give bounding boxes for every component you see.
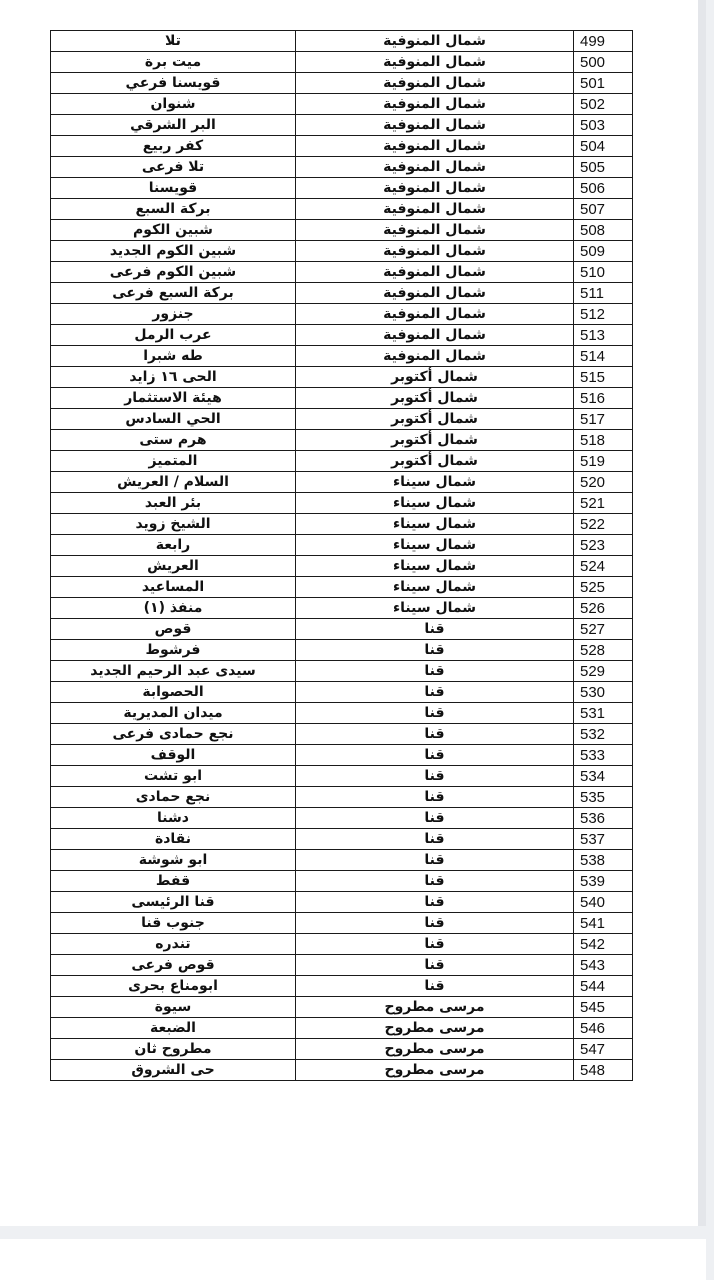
office-name-cell: طه شبرا (51, 346, 296, 367)
governorate-cell: قنا (296, 745, 574, 766)
office-name-cell: الوقف (51, 745, 296, 766)
governorate-cell: قنا (296, 955, 574, 976)
table-row (51, 871, 633, 892)
office-name-cell: ميدان المديرية (51, 703, 296, 724)
table-row (51, 661, 633, 682)
table-row (51, 682, 633, 703)
row-number-cell: 524 (574, 556, 633, 577)
row-number-cell: 522 (574, 514, 633, 535)
governorate-cell: قنا (296, 703, 574, 724)
governorate-cell: قنا (296, 661, 574, 682)
office-name-cell: جنزور (51, 304, 296, 325)
governorate-cell: شمال المنوفية (296, 52, 574, 73)
row-number-cell: 526 (574, 598, 633, 619)
row-number-cell: 499 (574, 31, 633, 52)
office-name-cell: عرب الرمل (51, 325, 296, 346)
office-name-cell: نجع حمادى فرعى (51, 724, 296, 745)
governorate-cell: شمال المنوفية (296, 220, 574, 241)
row-number-cell: 501 (574, 73, 633, 94)
table-row (51, 1039, 633, 1060)
governorate-cell: شمال سيناء (296, 472, 574, 493)
table-row (51, 52, 633, 73)
governorate-cell: قنا (296, 850, 574, 871)
row-number-cell: 528 (574, 640, 633, 661)
governorate-cell: قنا (296, 766, 574, 787)
table-row (51, 157, 633, 178)
table-row (51, 346, 633, 367)
row-number-cell: 537 (574, 829, 633, 850)
office-name-cell: دشنا (51, 808, 296, 829)
office-name-cell: تلا فرعى (51, 157, 296, 178)
governorate-cell: مرسى مطروح (296, 1060, 574, 1081)
governorate-cell: شمال المنوفية (296, 31, 574, 52)
table-row (51, 178, 633, 199)
row-number-cell: 531 (574, 703, 633, 724)
table-row (51, 94, 633, 115)
table-row (51, 808, 633, 829)
governorate-cell: شمال المنوفية (296, 304, 574, 325)
governorate-cell: قنا (296, 787, 574, 808)
office-name-cell: ابو شوشة (51, 850, 296, 871)
governorate-cell: قنا (296, 934, 574, 955)
governorate-cell: شمال سيناء (296, 556, 574, 577)
office-name-cell: الضبعة (51, 1018, 296, 1039)
office-name-cell: الحصوابة (51, 682, 296, 703)
office-name-cell: تلا (51, 31, 296, 52)
governorate-cell: شمال المنوفية (296, 325, 574, 346)
row-number-cell: 503 (574, 115, 633, 136)
row-number-cell: 542 (574, 934, 633, 955)
table-row (51, 73, 633, 94)
governorate-cell: شمال سيناء (296, 514, 574, 535)
table-row (51, 556, 633, 577)
office-name-cell: نجع حمادى (51, 787, 296, 808)
office-name-cell: العريش (51, 556, 296, 577)
office-name-cell: رابعة (51, 535, 296, 556)
governorate-cell: قنا (296, 829, 574, 850)
row-number-cell: 529 (574, 661, 633, 682)
governorate-cell: شمال المنوفية (296, 199, 574, 220)
office-name-cell: ابومناع بحرى (51, 976, 296, 997)
governorate-cell: قنا (296, 871, 574, 892)
governorate-cell: شمال المنوفية (296, 73, 574, 94)
row-number-cell: 502 (574, 94, 633, 115)
table-row (51, 640, 633, 661)
governorate-cell: شمال المنوفية (296, 115, 574, 136)
office-name-cell: قوص فرعى (51, 955, 296, 976)
office-name-cell: حى الشروق (51, 1060, 296, 1081)
office-name-cell: الشيخ زويد (51, 514, 296, 535)
table-row (51, 388, 633, 409)
governorate-cell: شمال أكتوبر (296, 451, 574, 472)
table-row (51, 31, 633, 52)
office-name-cell: هيئة الاستثمار (51, 388, 296, 409)
row-number-cell: 504 (574, 136, 633, 157)
row-number-cell: 525 (574, 577, 633, 598)
table-row (51, 493, 633, 514)
offices-table-body (51, 31, 633, 1081)
governorate-cell: شمال المنوفية (296, 241, 574, 262)
table-row (51, 598, 633, 619)
table-row (51, 367, 633, 388)
office-name-cell: سيدى عبد الرحيم الجديد (51, 661, 296, 682)
table-row (51, 535, 633, 556)
governorate-cell: شمال أكتوبر (296, 409, 574, 430)
governorate-cell: شمال المنوفية (296, 346, 574, 367)
governorate-cell: مرسى مطروح (296, 1018, 574, 1039)
table-row (51, 115, 633, 136)
table-row (51, 409, 633, 430)
office-name-cell: مطروح ثان (51, 1039, 296, 1060)
governorate-cell: شمال سيناء (296, 535, 574, 556)
row-number-cell: 533 (574, 745, 633, 766)
governorate-cell: شمال المنوفية (296, 262, 574, 283)
table-row (51, 745, 633, 766)
table-row (51, 199, 633, 220)
office-name-cell: الحي السادس (51, 409, 296, 430)
governorate-cell: قنا (296, 682, 574, 703)
row-number-cell: 547 (574, 1039, 633, 1060)
governorate-cell: قنا (296, 808, 574, 829)
table-row (51, 136, 633, 157)
row-number-cell: 527 (574, 619, 633, 640)
governorate-cell: مرسى مطروح (296, 997, 574, 1018)
row-number-cell: 517 (574, 409, 633, 430)
office-name-cell: جنوب قنا (51, 913, 296, 934)
row-number-cell: 539 (574, 871, 633, 892)
governorate-cell: شمال المنوفية (296, 283, 574, 304)
table-row (51, 430, 633, 451)
row-number-cell: 520 (574, 472, 633, 493)
table-row (51, 724, 633, 745)
table-row (51, 1018, 633, 1039)
office-name-cell: المتميز (51, 451, 296, 472)
row-number-cell: 515 (574, 367, 633, 388)
office-name-cell: شبين الكوم (51, 220, 296, 241)
office-name-cell: بركة السبع فرعى (51, 283, 296, 304)
row-number-cell: 500 (574, 52, 633, 73)
office-name-cell: فرشوط (51, 640, 296, 661)
governorate-cell: شمال المنوفية (296, 178, 574, 199)
row-number-cell: 545 (574, 997, 633, 1018)
governorate-cell: شمال سيناء (296, 577, 574, 598)
table-row (51, 892, 633, 913)
office-name-cell: كفر ربيع (51, 136, 296, 157)
row-number-cell: 523 (574, 535, 633, 556)
governorate-cell: شمال أكتوبر (296, 367, 574, 388)
offices-table (50, 30, 633, 1081)
office-name-cell: شنوان (51, 94, 296, 115)
row-number-cell: 505 (574, 157, 633, 178)
row-number-cell: 534 (574, 766, 633, 787)
row-number-cell: 532 (574, 724, 633, 745)
governorate-cell: قنا (296, 976, 574, 997)
row-number-cell: 519 (574, 451, 633, 472)
table-row (51, 577, 633, 598)
page-edge-shadow (698, 0, 706, 1226)
row-number-cell: 510 (574, 262, 633, 283)
table-row (51, 913, 633, 934)
row-number-cell: 518 (574, 430, 633, 451)
office-name-cell: قنا الرئيسى (51, 892, 296, 913)
table-row (51, 220, 633, 241)
row-number-cell: 544 (574, 976, 633, 997)
office-name-cell: الحى ١٦ زايد (51, 367, 296, 388)
office-name-cell: قويسنا (51, 178, 296, 199)
table-row (51, 241, 633, 262)
governorate-cell: قنا (296, 724, 574, 745)
table-row (51, 703, 633, 724)
row-number-cell: 521 (574, 493, 633, 514)
table-row (51, 934, 633, 955)
row-number-cell: 530 (574, 682, 633, 703)
office-name-cell: قوص (51, 619, 296, 640)
row-number-cell: 535 (574, 787, 633, 808)
office-name-cell: منفذ (١) (51, 598, 296, 619)
row-number-cell: 541 (574, 913, 633, 934)
table-row (51, 766, 633, 787)
row-number-cell: 513 (574, 325, 633, 346)
row-number-cell: 546 (574, 1018, 633, 1039)
governorate-cell: قنا (296, 913, 574, 934)
governorate-cell: قنا (296, 892, 574, 913)
row-number-cell: 536 (574, 808, 633, 829)
governorate-cell: شمال أكتوبر (296, 430, 574, 451)
next-page-edge (0, 1239, 706, 1280)
table-row (51, 955, 633, 976)
governorate-cell: شمال أكتوبر (296, 388, 574, 409)
table-row (51, 283, 633, 304)
row-number-cell: 509 (574, 241, 633, 262)
governorate-cell: قنا (296, 619, 574, 640)
office-name-cell: المساعيد (51, 577, 296, 598)
office-name-cell: ابو تشت (51, 766, 296, 787)
table-row (51, 787, 633, 808)
office-name-cell: شبين الكوم فرعى (51, 262, 296, 283)
row-number-cell: 512 (574, 304, 633, 325)
office-name-cell: قفط (51, 871, 296, 892)
office-name-cell: هرم ستى (51, 430, 296, 451)
table-row (51, 514, 633, 535)
table-row (51, 619, 633, 640)
table-row (51, 325, 633, 346)
office-name-cell: تندره (51, 934, 296, 955)
office-name-cell: بركة السبع (51, 199, 296, 220)
office-name-cell: بئر العبد (51, 493, 296, 514)
row-number-cell: 508 (574, 220, 633, 241)
office-name-cell: نقادة (51, 829, 296, 850)
row-number-cell: 511 (574, 283, 633, 304)
office-name-cell: شبين الكوم الجديد (51, 241, 296, 262)
table-row (51, 829, 633, 850)
row-number-cell: 514 (574, 346, 633, 367)
governorate-cell: شمال المنوفية (296, 157, 574, 178)
office-name-cell: ميت برة (51, 52, 296, 73)
table-row (51, 976, 633, 997)
row-number-cell: 538 (574, 850, 633, 871)
table-row (51, 451, 633, 472)
governorate-cell: شمال سيناء (296, 493, 574, 514)
table-row (51, 850, 633, 871)
row-number-cell: 548 (574, 1060, 633, 1081)
row-number-cell: 516 (574, 388, 633, 409)
row-number-cell: 543 (574, 955, 633, 976)
row-number-cell: 506 (574, 178, 633, 199)
governorate-cell: مرسى مطروح (296, 1039, 574, 1060)
table-row (51, 472, 633, 493)
row-number-cell: 540 (574, 892, 633, 913)
row-number-cell: 507 (574, 199, 633, 220)
office-name-cell: السلام / العريش (51, 472, 296, 493)
governorate-cell: قنا (296, 640, 574, 661)
governorate-cell: شمال المنوفية (296, 136, 574, 157)
table-row (51, 304, 633, 325)
office-name-cell: قويسنا فرعي (51, 73, 296, 94)
office-name-cell: البر الشرقي (51, 115, 296, 136)
table-row (51, 1060, 633, 1081)
governorate-cell: شمال المنوفية (296, 94, 574, 115)
office-name-cell: سيوة (51, 997, 296, 1018)
table-row (51, 262, 633, 283)
table-row (51, 997, 633, 1018)
governorate-cell: شمال سيناء (296, 598, 574, 619)
